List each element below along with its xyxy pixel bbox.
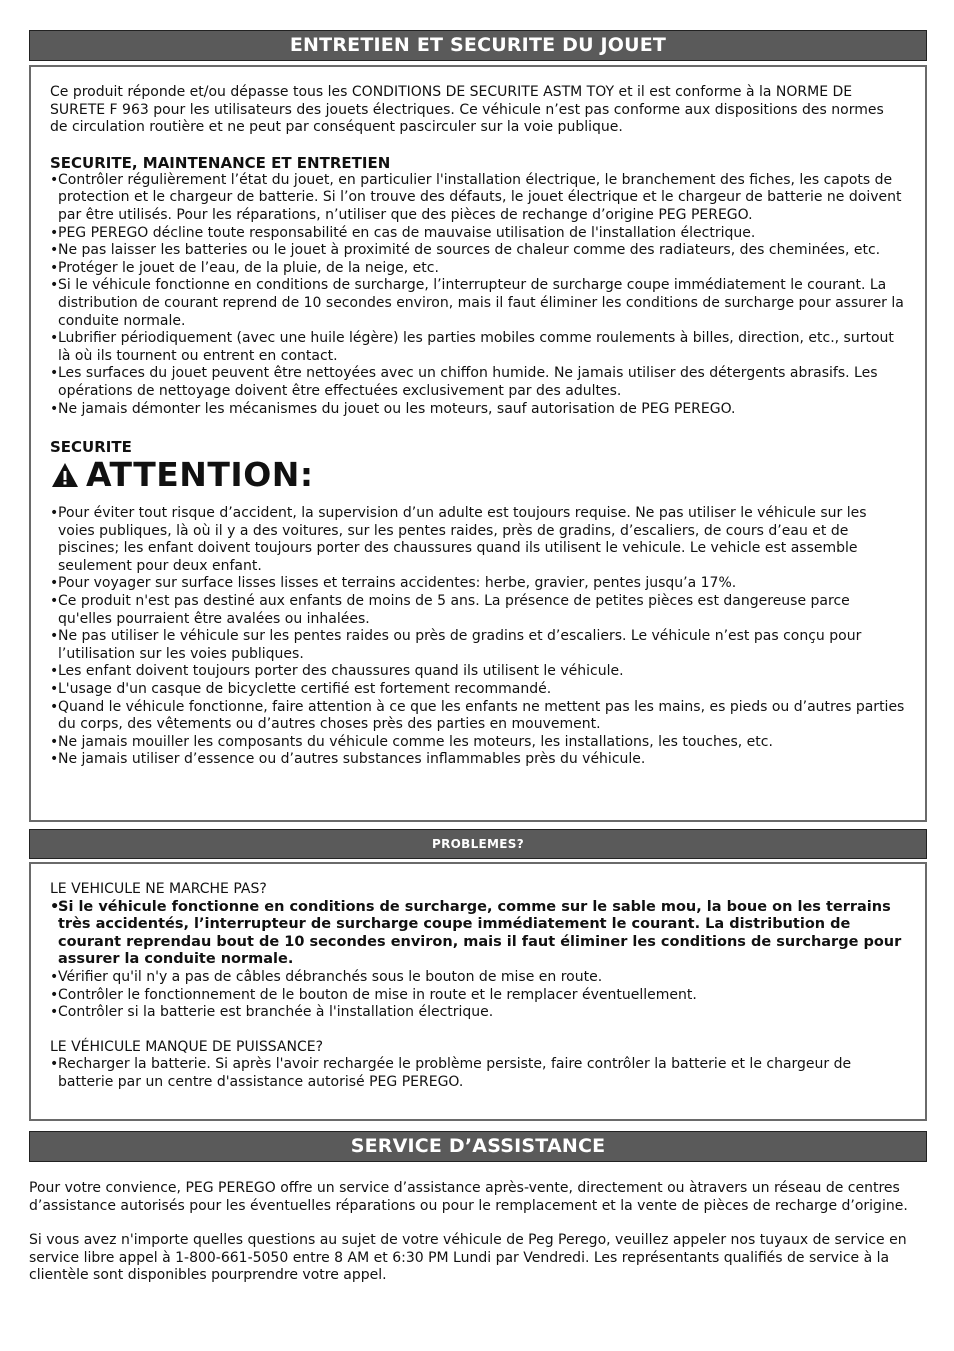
list-item: • Les enfant doivent toujours porter des chaussures quand ils utilisent le véhicule. xyxy=(50,663,905,681)
list-item: • PEG PEREGO décline toute responsabilité en cas de mauvaise utilisation de l'installation électrique. xyxy=(50,225,905,243)
list-item: • Vérifier qu'il n'y a pas de câbles débranchés sous le bouton de mise en route. xyxy=(50,969,905,987)
list-item: • Quand le véhicule fonctionne, faire attention à ce que les enfants ne mettent pas les mains, es pieds ou d’autres parties du corps, des vêtements ou d’autres choses près des parties en mouvement. xyxy=(50,699,905,734)
list-item: • Si le véhicule fonctionne en conditions de surcharge, comme sur le sable mou, la boue on les terrains très accidentés, l’interrupteur de surcharge coupe immédiatement le courant. La distribution de courant reprendau bout de 10 secondes environ, mais il faut éliminer les conditions de surcharge pour assurer la conduite normale. xyxy=(50,899,905,969)
problem-list-1 xyxy=(50,899,905,1022)
maintenance-list xyxy=(50,172,905,418)
problemes-box xyxy=(29,862,927,1121)
problem-list-2 xyxy=(50,1056,905,1091)
list-item: • Ne pas utiliser le véhicule sur les pentes raides ou près de gradins et d’escaliers. Le véhicule n’est pas conçu pour l’utilisation sur les voies publiques. xyxy=(50,628,905,663)
service-paragraph-2: Si vous avez n'importe quelles questions au sujet de votre véhicule de Peg Perego, veuillez appeler nos tuyaux de service en service libre appel à 1-800-661-5050 entre 8 AM et 6:30 PM Lundi par Vendredi. Les représentants qualifiés de service à la clientèle sont disponibles pourprendre votre appel. xyxy=(29,1232,907,1284)
entretien-box xyxy=(29,65,927,822)
section-title-service: SERVICE D’ASSISTANCE xyxy=(29,1131,927,1162)
problem-heading-1: LE VEHICULE NE MARCHE PAS? xyxy=(50,881,267,897)
list-item: • Ne pas laisser les batteries ou le jouet à proximité de sources de chaleur comme des radiateurs, des cheminées, etc. xyxy=(50,242,905,260)
warning-triangle-icon xyxy=(50,460,80,490)
list-item: • Ce produit n'est pas destiné aux enfants de moins de 5 ans. La présence de petites pièces est dangereuse parce qu'elles pourraient être avalées ou inhalées. xyxy=(50,593,905,628)
list-item: • Contrôler régulièrement l’état du jouet, en particulier l'installation électrique, le branchement des fiches, les capots de protection et le chargeur de batterie. Si l’on trouve des défauts, le jouet électrique et le chargeur de batterie ne doivent par être utilisés. Pour les réparations, n’utiliser que des pièces de rechange d’origine PEG PEREGO. xyxy=(50,172,905,225)
list-item: • Pour éviter tout risque d’accident, la supervision d’un adulte est toujours requise. Ne pas utiliser le véhicule sur les voies publiques, là où il y a des voitures, sur les pentes raides, près de gradins, d’escaliers, de cours d’eau et de piscines; les enfant doivent toujours porter des chaussures quand ils utilisent le vehicule. Le vehicle est assemble seulement pour deux enfant. xyxy=(50,505,905,575)
securite-list xyxy=(50,505,905,769)
list-item: • Contrôler le fonctionnement de le bouton de mise in route et le remplacer éventuellement. xyxy=(50,987,905,1005)
service-text xyxy=(29,1180,927,1285)
list-item: • L'usage d'un casque de bicyclette certifié est fortement recommandé. xyxy=(50,681,905,699)
list-item: • Ne jamais utiliser d’essence ou d’autres substances inflammables près du véhicule. xyxy=(50,751,905,769)
list-item: • Ne jamais démonter les mécanismes du jouet ou les moteurs, sauf autorisation de PEG PEREGO. xyxy=(50,401,905,419)
list-item: • Ne jamais mouiller les composants du véhicule comme les moteurs, les installations, les touches, etc. xyxy=(50,734,905,752)
maintenance-heading: SECURITE, MAINTENANCE ET ENTRETIEN xyxy=(50,153,391,172)
list-item: • Pour voyager sur surface lisses lisses et terrains accidentes: herbe, gravier, pentes jusqu’a 17%. xyxy=(50,575,905,593)
securite-heading: SECURITE xyxy=(50,438,132,457)
list-item: • Les surfaces du jouet peuvent être nettoyées avec un chiffon humide. Ne jamais utiliser des détergents abrasifs. Les opérations de nettoyage doivent être effectuées exclusivement par des adultes. xyxy=(50,365,905,400)
list-item: • Recharger la batterie. Si après l'avoir rechargée le problème persiste, faire contrôler la batterie et le chargeur de batterie par un centre d'assistance autorisé PEG PEREGO. xyxy=(50,1056,905,1091)
attention-title: ATTENTION: xyxy=(86,455,314,495)
service-paragraph-1: Pour votre convience, PEG PEREGO offre un service d’assistance après-vente, directement ou àtravers un réseau de centres d’assistance autorisés pour les éventuelles réparations ou pour le remplacement et la vente de pièces de recharge d’origine. xyxy=(29,1180,908,1214)
intro-paragraph: Ce produit réponde et/ou dépasse tous les CONDITIONS DE SECURITE ASTM TOY et il est conforme à la NORME DE SURETE F 963 pour les utilisateurs des jouets électriques. Ce véhicule n’est pas conforme aux dispositions des normes de circulation routière et ne peut par conséquent pascirculer sur la voie publique. xyxy=(50,84,884,136)
section-title-entretien: ENTRETIEN ET SECURITE DU JOUET xyxy=(29,30,927,61)
list-item: • Lubrifier périodiquement (avec une huile légère) les parties mobiles comme roulements à billes, direction, etc., surtout là où ils tournent ou entrent en contact. xyxy=(50,330,905,365)
list-item: • Contrôler si la batterie est branchée à l'installation électrique. xyxy=(50,1004,905,1022)
section-title-problemes: PROBLEMES? xyxy=(29,829,927,859)
attention-banner xyxy=(50,457,905,493)
list-item: • Protéger le jouet de l’eau, de la pluie, de la neige, etc. xyxy=(50,260,905,278)
problem-heading-2: LE VÉHICULE MANQUE DE PUISSANCE? xyxy=(50,1038,324,1055)
list-item: • Si le véhicule fonctionne en conditions de surcharge, l’interrupteur de surcharge coupe immédiatement le courant. La distribution de courant reprend de 10 secondes environ, mais il faut éliminer les conditions de surcharge pour assurer la conduite normale. xyxy=(50,277,905,330)
